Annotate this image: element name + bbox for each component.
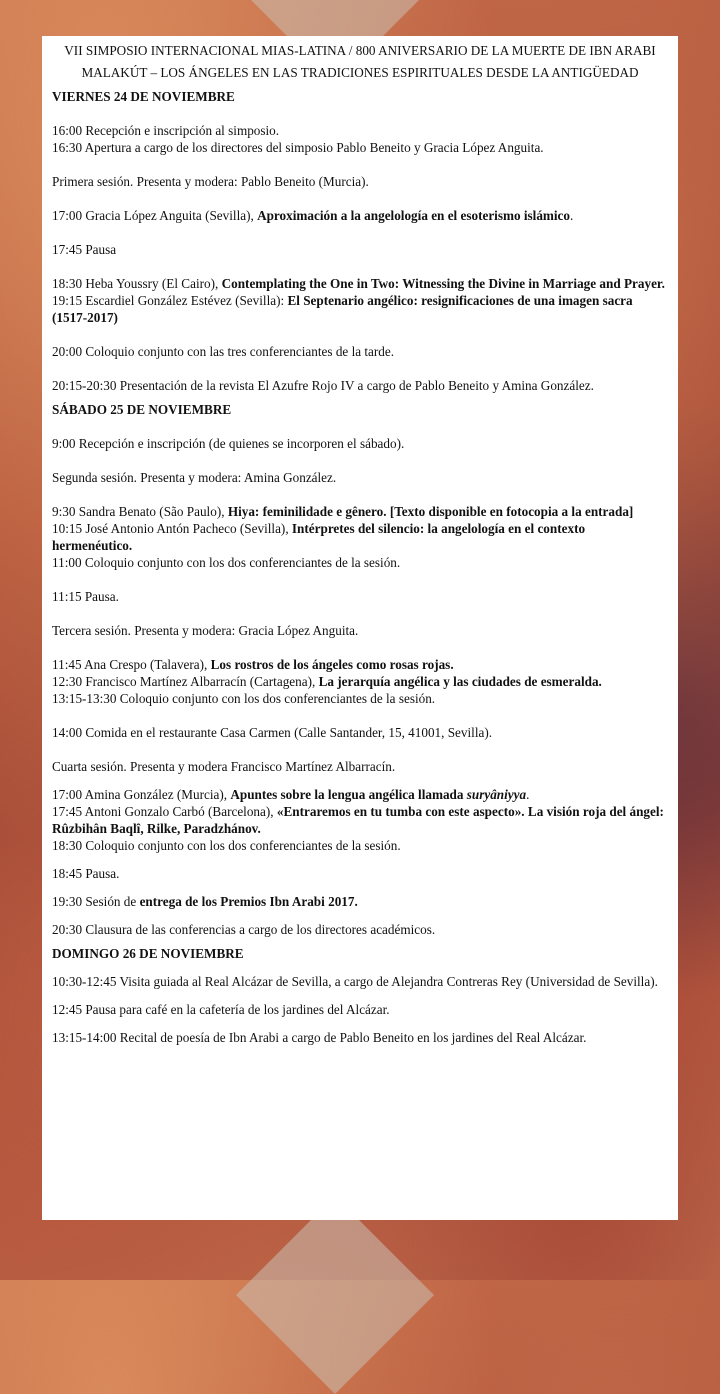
schedule-item: 19:15 Escardiel González Estévez (Sevilla): El Septenario angélico: resignificaciones de una imagen sacra (1517-2017)	[52, 293, 633, 325]
schedule-item: 11:15 Pausa.	[52, 589, 119, 604]
day-heading-sunday: DOMINGO 26 DE NOVIEMBRE	[52, 946, 244, 961]
schedule-item: 10:15 José Antonio Antón Pacheco (Sevilla), Intérpretes del silencio: la angelología en el contexto hermenéutico.	[52, 521, 586, 553]
background-decoration	[236, 1196, 434, 1394]
talk-title: Hiya: feminilidade e gênero. [Texto disponible en fotocopia a la entrada]	[227, 504, 634, 519]
session-heading: Primera sesión. Presenta y modera: Pablo Beneito (Murcia).	[52, 174, 369, 189]
schedule-item: 12:45 Pausa para café en la cafetería de los jardines del Alcázar.	[52, 1002, 390, 1017]
schedule-item: 12:30 Francisco Martínez Albarracín (Cartagena), La jerarquía angélica y las ciudades de esmeralda.	[52, 674, 602, 689]
schedule-item: 13:15-13:30 Coloquio conjunto con los dos conferenciantes de la sesión.	[52, 691, 436, 706]
program-sheet	[42, 36, 678, 1220]
schedule-item: 11:00 Coloquio conjunto con los dos conferenciantes de la sesión.	[52, 555, 401, 570]
schedule-item: 10:30-12:45 Visita guiada al Real Alcázar de Sevilla, a cargo de Alejandra Contreras Rey (Universidad de Sevilla).	[52, 974, 658, 989]
talk-title: «Entraremos en tu tumba con este aspecto». La visión roja del ángel: Rûzbihân Baqlî, Rilke, Paradzhánov.	[52, 804, 664, 836]
symposium-subtitle: MALAKÚT – LOS ÁNGELES EN LAS TRADICIONES ESPIRITUALES DESDE LA ANTIGÜEDAD	[81, 65, 639, 80]
symposium-title: VII SIMPOSIO INTERNACIONAL MIAS-LATINA / 800 ANIVERSARIO DE LA MUERTE DE IBN ARABI	[64, 43, 656, 58]
talk-title: Los rostros de los ángeles como rosas rojas.	[210, 657, 454, 672]
session-heading: Segunda sesión. Presenta y modera: Amina González.	[52, 470, 337, 485]
talk-title: Contemplating the One in Two: Witnessing the Divine in Marriage and Prayer.	[221, 276, 665, 291]
schedule-item: 20:00 Coloquio conjunto con las tres conferenciantes de la tarde.	[52, 344, 395, 359]
talk-title: Intérpretes del silencio: la angelología en el contexto hermenéutico.	[52, 521, 586, 553]
schedule-item: 18:30 Coloquio conjunto con los dos conferenciantes de la sesión.	[52, 838, 401, 853]
schedule-item: 16:30 Apertura a cargo de los directores del simposio Pablo Beneito y Gracia López Anguita.	[52, 140, 544, 155]
schedule-item: 20:30 Clausura de las conferencias a cargo de los directores académicos.	[52, 922, 436, 937]
talk-title: Apuntes sobre la lengua angélica llamada	[230, 787, 467, 802]
day-heading-saturday: SÁBADO 25 DE NOVIEMBRE	[52, 402, 232, 417]
schedule-item: 13:15-14:00 Recital de poesía de Ibn Arabi a cargo de Pablo Beneito en los jardines del Real Alcázar.	[52, 1030, 587, 1045]
schedule-item: 17:00 Gracia López Anguita (Sevilla), Aproximación a la angelología en el esoterismo islámico.	[52, 208, 574, 223]
session-heading: Cuarta sesión. Presenta y modera Francisco Martínez Albarracín.	[52, 759, 396, 774]
schedule-item: 14:00 Comida en el restaurante Casa Carmen (Calle Santander, 15, 41001, Sevilla).	[52, 725, 493, 740]
schedule-item: 18:30 Heba Youssry (El Cairo), Contemplating the One in Two: Witnessing the Divine in Marriage and Prayer.	[52, 276, 665, 291]
talk-title-italic: suryâniyya	[466, 787, 527, 802]
schedule-item: 11:45 Ana Crespo (Talavera), Los rostros de los ángeles como rosas rojas.	[52, 657, 454, 672]
talk-title: Aproximación a la angelología en el esoterismo islámico	[257, 208, 571, 223]
schedule-item: 9:30 Sandra Benato (São Paulo), Hiya: feminilidade e gênero. [Texto disponible en fotocopia a la entrada]	[52, 504, 634, 519]
day-heading-friday: VIERNES 24 DE NOVIEMBRE	[52, 89, 235, 104]
talk-title: La jerarquía angélica y las ciudades de esmeralda.	[318, 674, 602, 689]
schedule-item: 16:00 Recepción e inscripción al simposio.	[52, 123, 280, 138]
schedule-item: 17:00 Amina González (Murcia), Apuntes sobre la lengua angélica llamada suryâniyya.	[52, 787, 530, 802]
schedule-item: 20:15-20:30 Presentación de la revista El Azufre Rojo IV a cargo de Pablo Beneito y Amina González.	[52, 378, 594, 393]
schedule-item: 17:45 Antoni Gonzalo Carbó (Barcelona), «Entraremos en tu tumba con este aspecto». La visión roja del ángel: Rûzbihân Baqlî, Rilke, Paradzhánov.	[52, 804, 664, 836]
schedule-item: 17:45 Pausa	[52, 242, 117, 257]
talk-title: entrega de los Premios Ibn Arabi 2017.	[139, 894, 358, 909]
schedule-item: 9:00 Recepción e inscripción (de quienes se incorporen el sábado).	[52, 436, 405, 451]
talk-title: El Septenario angélico: resignificaciones de una imagen sacra (1517-2017)	[52, 293, 633, 325]
schedule-item: 19:30 Sesión de entrega de los Premios Ibn Arabi 2017.	[52, 894, 358, 909]
schedule-item: 18:45 Pausa.	[52, 866, 120, 881]
session-heading: Tercera sesión. Presenta y modera: Gracia López Anguita.	[52, 623, 359, 638]
